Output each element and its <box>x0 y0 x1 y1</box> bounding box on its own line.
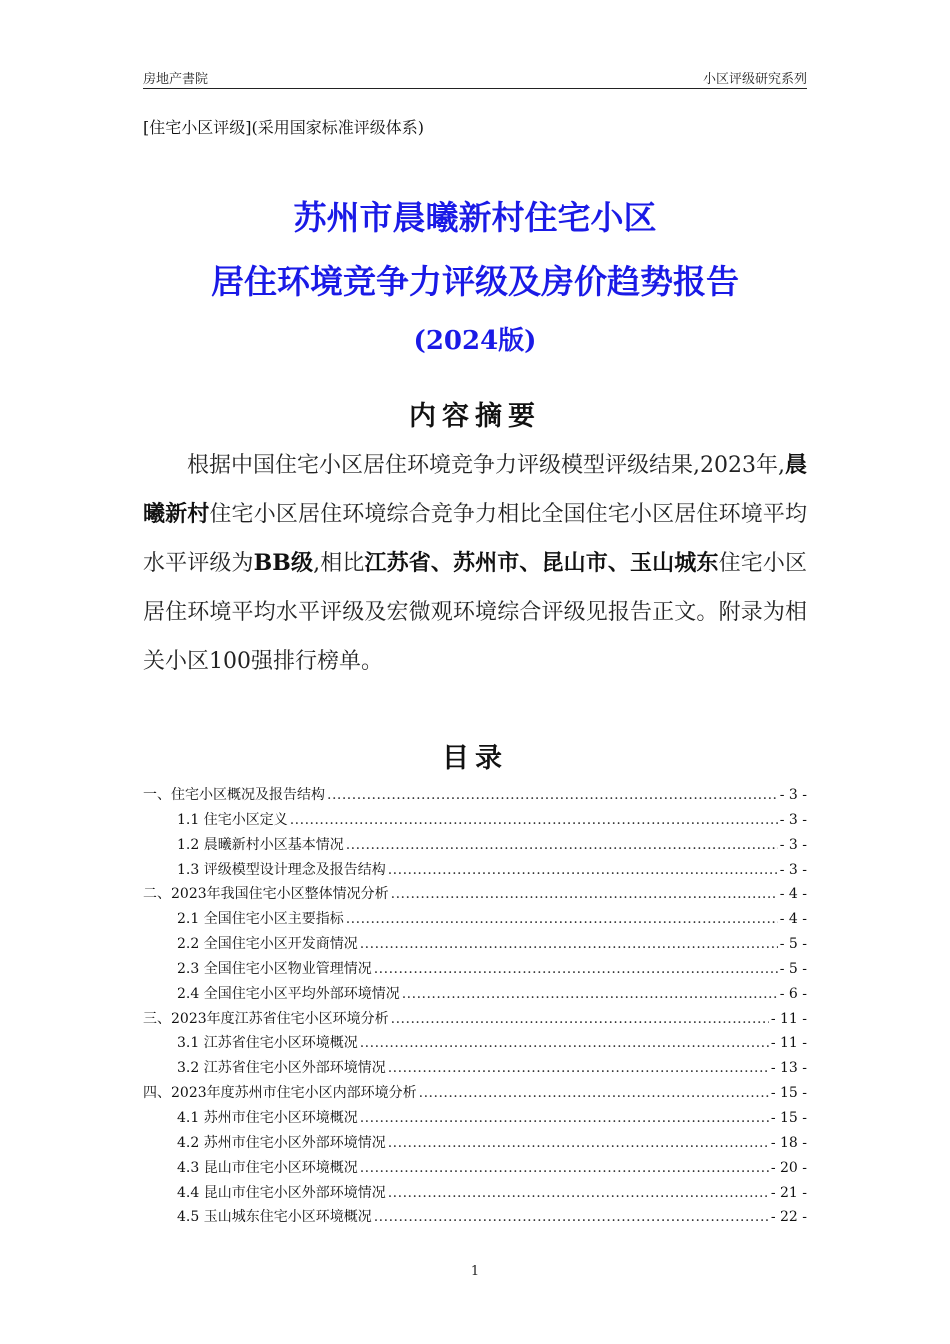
toc-entry-page: - 11 - <box>770 1010 807 1027</box>
toc-entry-page: - 18 - <box>770 1134 807 1151</box>
abstract-rating: BB级 <box>253 550 314 576</box>
abstract-community-name: 晨曦新村 <box>143 452 807 527</box>
toc-leader-dots <box>360 1035 769 1051</box>
toc-leader-dots <box>360 936 778 952</box>
toc-entry[interactable] <box>143 834 807 859</box>
toc-entry[interactable] <box>143 983 807 1008</box>
toc-leader-dots <box>388 1185 769 1201</box>
abstract-paragraph <box>143 441 807 686</box>
toc-leader-dots <box>388 1135 769 1151</box>
toc-entry[interactable] <box>143 1032 807 1057</box>
toc-heading: 目录 <box>442 743 508 774</box>
report-title-line1: 苏州市晨曦新村住宅小区 <box>293 198 657 237</box>
toc-entry-page: - 4 - <box>779 886 807 903</box>
toc-entry-title: 四、2023年度苏州市住宅小区内部环境分析 <box>143 1085 417 1102</box>
toc-leader-dots <box>360 1110 769 1126</box>
running-header <box>143 66 807 89</box>
toc-entry[interactable] <box>143 1132 807 1157</box>
toc-entry-page: - 15 - <box>770 1085 807 1102</box>
toc-leader-dots <box>419 1085 769 1101</box>
toc-entry-title: 2.4 全国住宅小区平均外部环境情况 <box>177 985 400 1002</box>
toc-leader-dots <box>374 961 778 977</box>
toc-leader-dots <box>388 1060 769 1076</box>
toc-entry-page: - 22 - <box>770 1209 807 1226</box>
toc-entry-page: - 21 - <box>770 1184 807 1201</box>
toc-entry-title: 4.4 昆山市住宅小区外部环境情况 <box>177 1184 386 1201</box>
toc-entry-title: 1.2 晨曦新村小区基本情况 <box>177 836 344 853</box>
toc-entry[interactable] <box>143 784 807 809</box>
toc-entry[interactable] <box>143 1082 807 1107</box>
toc-leader-dots <box>374 1209 769 1225</box>
report-title-line2: 居住环境竞争力评级及房价趋势报告 <box>211 262 739 301</box>
toc-entry-page: - 6 - <box>779 985 807 1002</box>
toc-entry[interactable] <box>143 1206 807 1231</box>
abstract-regions: 江苏省、苏州市、昆山市、玉山城东 <box>364 550 719 576</box>
toc-entry[interactable] <box>143 958 807 983</box>
toc-leader-dots <box>391 886 778 902</box>
toc-entry-title: 4.1 苏州市住宅小区环境概况 <box>177 1109 358 1126</box>
report-category: [住宅小区评级](采用国家标准评级体系) <box>143 118 424 137</box>
toc-entry-page: - 3 - <box>779 811 807 828</box>
toc-leader-dots <box>402 986 778 1002</box>
toc-entry[interactable] <box>143 1008 807 1033</box>
abstract-text: 住宅小区居住环境平均水平评级及宏微观环境综合评级见报告正文。附录为相关小区100强排行榜单。 <box>143 551 807 674</box>
toc-entry-page: - 15 - <box>770 1109 807 1126</box>
toc-entry-page: - 20 - <box>770 1159 807 1176</box>
toc-entry-page: - 5 - <box>779 936 807 953</box>
toc-leader-dots <box>388 862 778 878</box>
toc-leader-dots <box>346 837 778 853</box>
toc-leader-dots <box>346 911 778 927</box>
toc-entry[interactable] <box>143 933 807 958</box>
toc-leader-dots <box>327 787 778 803</box>
toc-entry[interactable] <box>143 1157 807 1182</box>
toc-entry[interactable] <box>143 908 807 933</box>
toc-entry[interactable] <box>143 859 807 884</box>
toc-entry-title: 二、2023年我国住宅小区整体情况分析 <box>143 886 389 903</box>
toc-entry-page: - 3 - <box>779 836 807 853</box>
abstract-text: 2023年, <box>700 453 785 478</box>
toc-entry-title: 1.1 住宅小区定义 <box>177 811 288 828</box>
toc-entry-title: 4.2 苏州市住宅小区外部环境情况 <box>177 1134 386 1151</box>
toc-entry-page: - 13 - <box>770 1060 807 1077</box>
abstract-text: 住宅小区居住环境综合竞争力相比全国住宅小区居住环境平均水平评级为 <box>143 502 807 576</box>
toc-entry-title: 4.5 玉山城东住宅小区环境概况 <box>177 1209 372 1226</box>
toc-entry[interactable] <box>143 1057 807 1082</box>
table-of-contents <box>143 784 807 1231</box>
abstract-heading: 内容摘要 <box>409 401 541 432</box>
toc-leader-dots <box>290 812 778 828</box>
toc-entry-title: 1.3 评级模型设计理念及报告结构 <box>177 861 386 878</box>
toc-entry[interactable] <box>143 809 807 834</box>
toc-entry-title: 3.1 江苏省住宅小区环境概况 <box>177 1035 358 1052</box>
abstract-text: 根据中国住宅小区居住环境竞争力评级模型评级结果, <box>187 453 700 478</box>
toc-entry-title: 2.3 全国住宅小区物业管理情况 <box>177 960 372 977</box>
toc-entry[interactable] <box>143 883 807 908</box>
header-series: 小区评级研究系列 <box>702 72 807 87</box>
toc-entry-title: 一、住宅小区概况及报告结构 <box>143 787 325 803</box>
toc-entry[interactable] <box>143 1182 807 1207</box>
toc-entry-title: 3.2 江苏省住宅小区外部环境情况 <box>177 1060 386 1077</box>
toc-leader-dots <box>360 1160 769 1176</box>
toc-entry-page: - 5 - <box>779 960 807 977</box>
toc-entry-page: - 3 - <box>779 861 807 878</box>
header-publisher: 房地产書院 <box>143 72 209 87</box>
toc-entry-title: 4.3 昆山市住宅小区环境概况 <box>177 1159 358 1176</box>
toc-entry-page: - 3 - <box>779 787 807 803</box>
report-edition: (2024版) <box>413 326 537 356</box>
toc-entry-page: - 4 - <box>779 911 807 928</box>
toc-entry-title: 三、2023年度江苏省住宅小区环境分析 <box>143 1010 389 1027</box>
page-number: 1 <box>470 1264 480 1279</box>
abstract-body <box>143 441 807 686</box>
toc-entry-page: - 11 - <box>770 1035 807 1052</box>
toc-entry-title: 2.1 全国住宅小区主要指标 <box>177 911 344 928</box>
toc-entry-title: 2.2 全国住宅小区开发商情况 <box>177 936 358 953</box>
toc-entry[interactable] <box>143 1107 807 1132</box>
abstract-text: ,相比 <box>313 551 365 576</box>
toc-leader-dots <box>391 1011 769 1027</box>
